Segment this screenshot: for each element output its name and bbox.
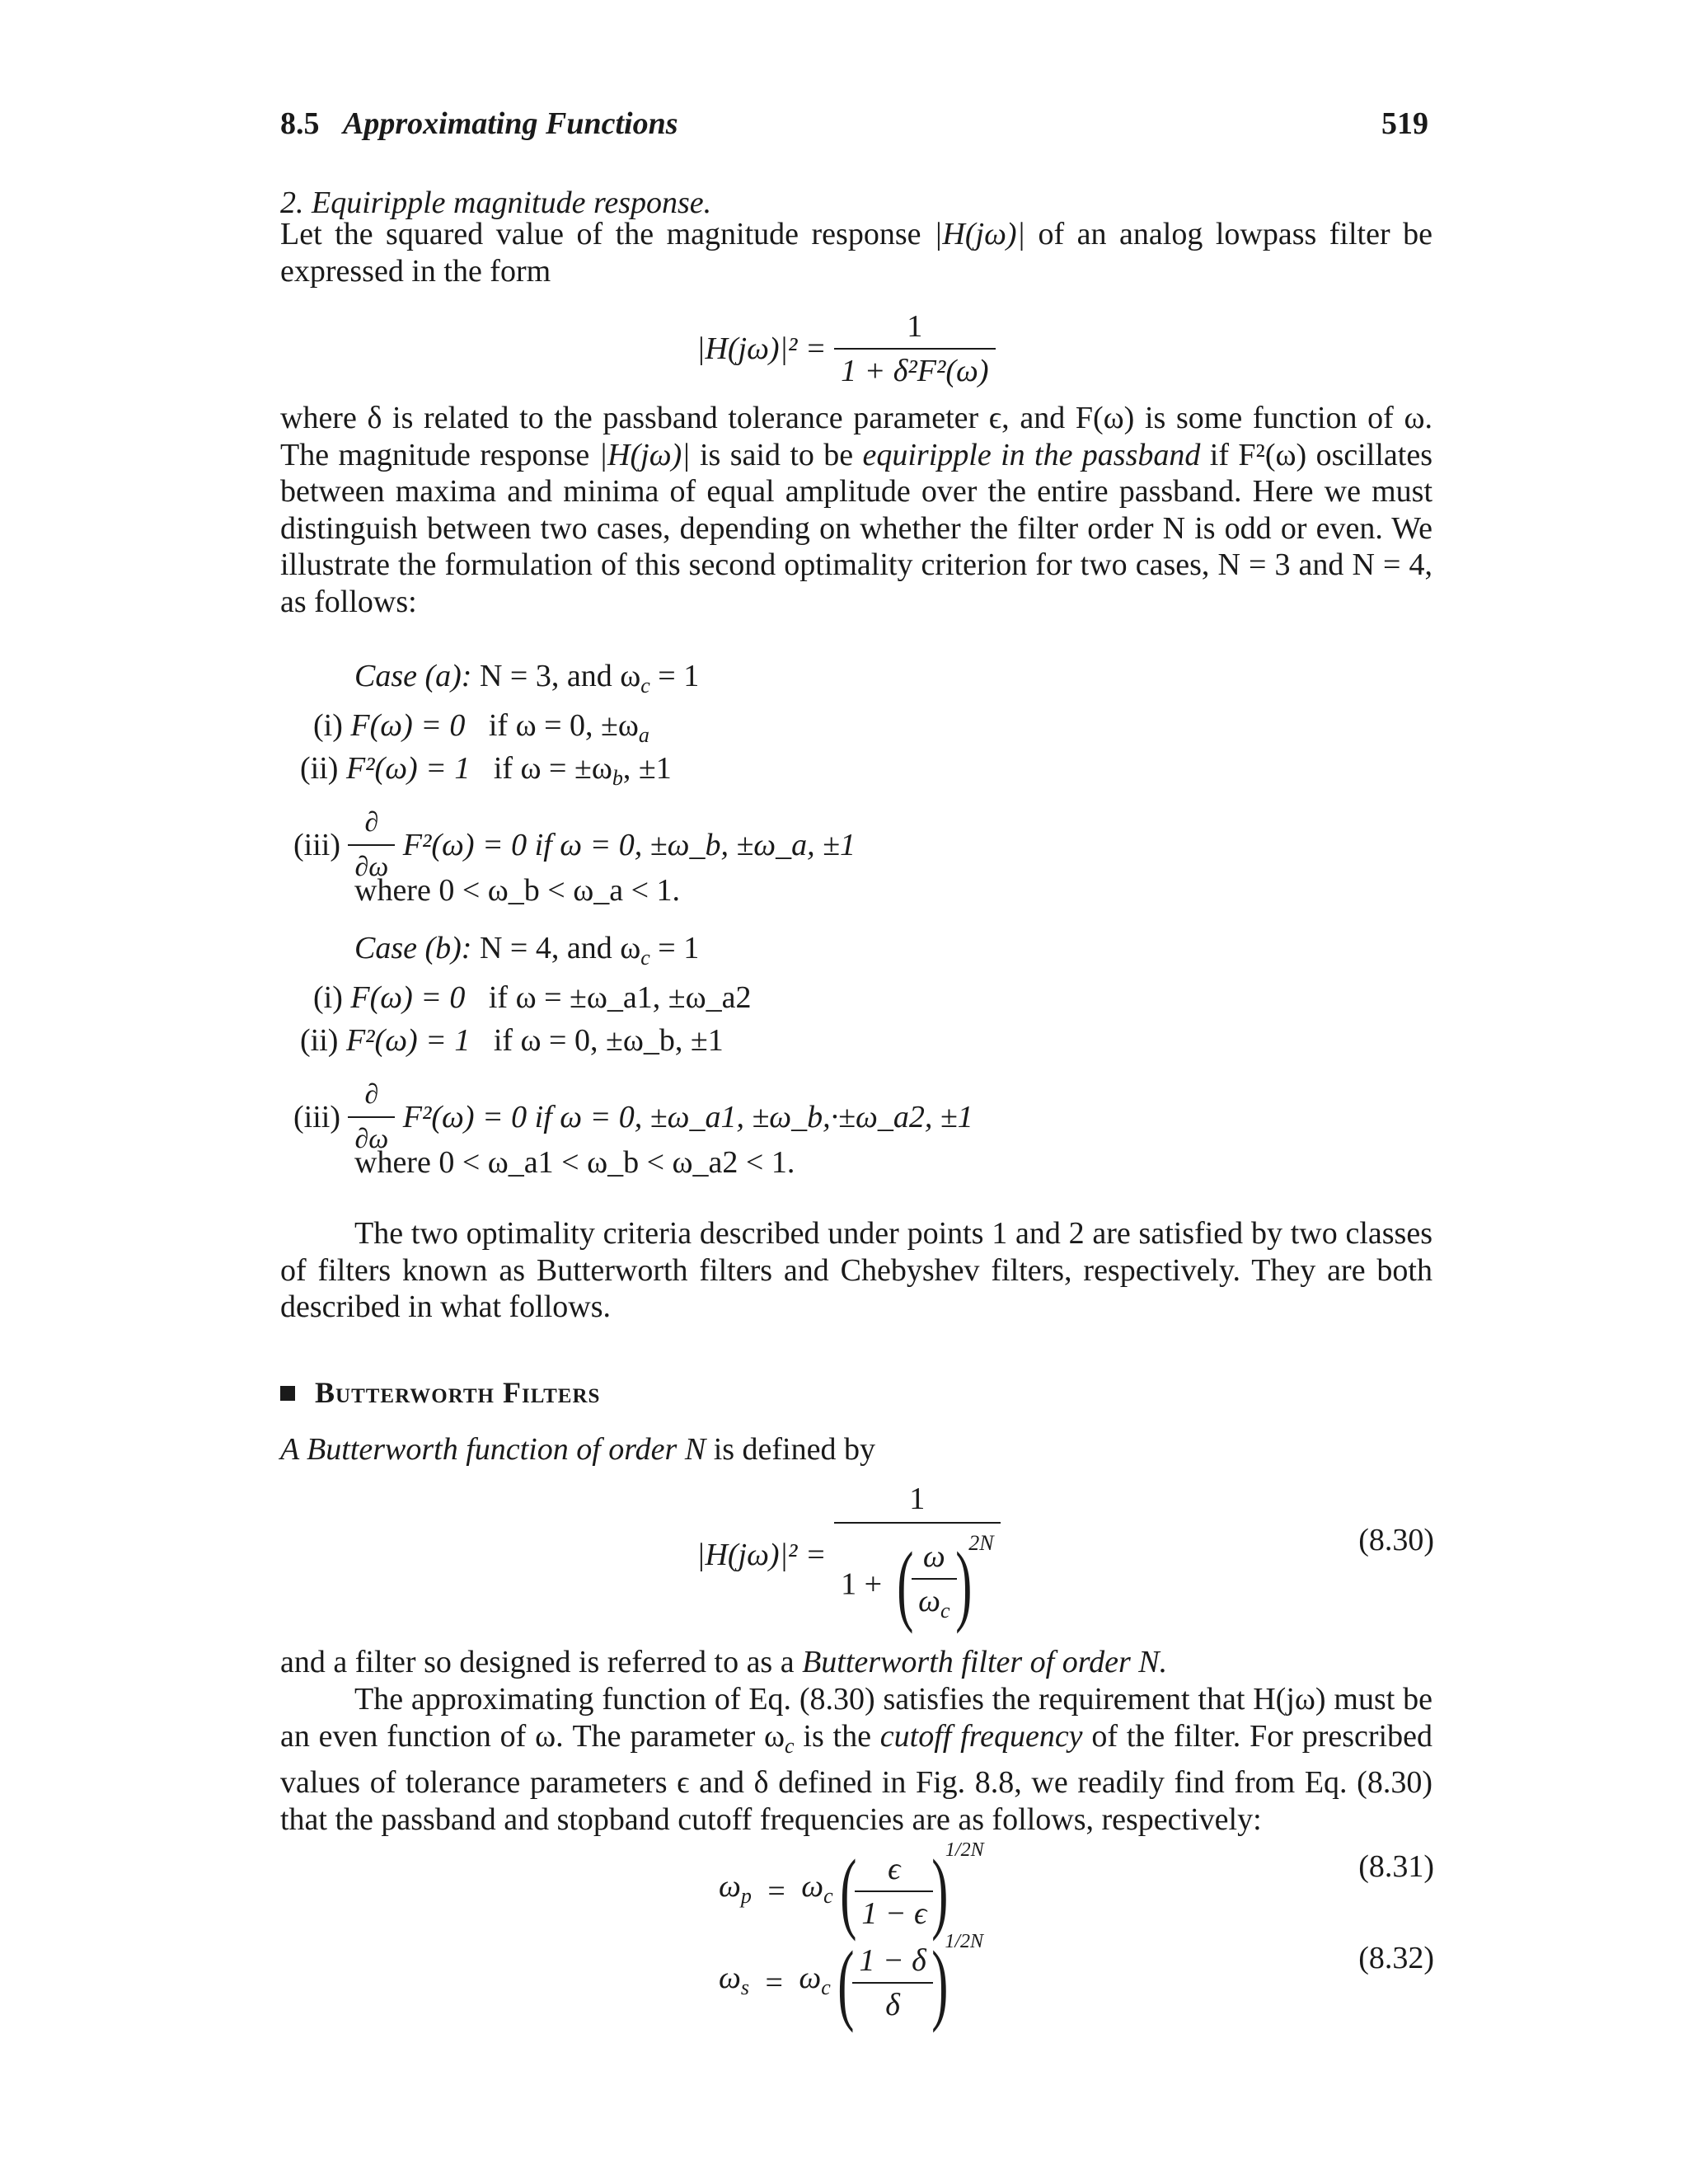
eq-lhs: |H(jω)|² = bbox=[696, 1538, 827, 1573]
equiripple-paragraph bbox=[280, 400, 1432, 620]
partial-den: ∂ω bbox=[354, 1124, 389, 1154]
eq-lhs: |H(jω)|² = bbox=[696, 331, 827, 366]
item-condition: if ω = ±ω_a1, ±ω_a2 bbox=[488, 980, 752, 1015]
intro-text-a: Let the squared value of the magnitude response bbox=[280, 217, 934, 251]
definition-label: A Butterworth function of order N bbox=[280, 1432, 706, 1467]
omega-ratio bbox=[912, 1538, 956, 1629]
case-a-end: = 1 bbox=[649, 659, 700, 693]
item-sub: a bbox=[638, 723, 649, 747]
equation-8-32 bbox=[719, 1923, 984, 2034]
right-paren: ) bbox=[931, 1841, 949, 1942]
para2-text-c: of the filter. For prescribed values of tolerance parameters ϵ and δ defined in Fig. 8.8, we readily find from Eq. (8.30) that the passband and stopband cutoff frequencies are as follows, respectively: bbox=[280, 1718, 1432, 1837]
left-paren: ( bbox=[837, 1933, 855, 2034]
delta-den: δ bbox=[885, 1988, 900, 2023]
case-a-label: Case (a): bbox=[354, 659, 472, 693]
item-number: (ii) bbox=[300, 1023, 339, 1058]
item-lhs: F²(ω) = 1 bbox=[345, 1023, 471, 1058]
item-condition: F²(ω) = 0 if ω = 0, ±ω_b, ±ω_a, ±1 bbox=[402, 828, 856, 862]
case-a-title bbox=[354, 658, 699, 704]
section-number: 8.5 bbox=[280, 106, 320, 141]
para-text-c: if F²(ω) oscillates between maxima and minima of equal amplitude over the entire passband. Here we must distinguish between two cases, depending on whether the filter order N is odd or even. We illustrate the formulation of this second optimality criterion for two cases, N = 3 and N = 4, as follows: bbox=[280, 437, 1432, 619]
para-hjw: |H(jω)| bbox=[598, 437, 691, 472]
page-number: 519 bbox=[1381, 106, 1428, 141]
summary-paragraph: The two optimality criteria described under points 1 and 2 are satisfied by two classes of filters known as Butterworth filters and Chebyshev filters, respectively. They are both described in what follows. bbox=[280, 1216, 1432, 1324]
case-a-where: where 0 < ω_b < ω_a < 1. bbox=[354, 873, 681, 908]
case-a-sub: c bbox=[640, 674, 650, 697]
ratio-num: ω bbox=[912, 1538, 956, 1580]
para-text-b: is said to be bbox=[690, 437, 863, 472]
item-number: (iii) bbox=[293, 828, 340, 862]
eps-fraction bbox=[855, 1851, 933, 1932]
exponent-half-n: 1/2N bbox=[945, 1931, 984, 1952]
intro-text-b: of an analog lowpass filter be expressed in the form bbox=[280, 217, 1432, 289]
ws-sub: s bbox=[740, 1975, 749, 2000]
para2-text-a: The approximating function of Eq. (8.30) satisfies the requirement that H(jω) must be an even function of ω. The parameter ω bbox=[280, 1682, 1432, 1754]
item-condition: if ω = 0, ±ω bbox=[488, 708, 639, 743]
section-heading bbox=[280, 1375, 600, 1410]
equation-8-30 bbox=[696, 1481, 1001, 1635]
item-tail: , ±1 bbox=[622, 751, 672, 786]
intro-hjw: |H(jω)| bbox=[933, 217, 1026, 251]
equation-number-8-32: (8.32) bbox=[1358, 1941, 1434, 1975]
wp-lhs bbox=[719, 1869, 752, 1909]
wp-omega: ω bbox=[719, 1869, 741, 1905]
left-paren: ( bbox=[839, 1841, 857, 1942]
item-condition: F²(ω) = 0 if ω = 0, ±ω_a1, ±ω_b,·±ω_a2, ±1 bbox=[402, 1100, 973, 1134]
delta-num: 1 − δ bbox=[852, 1942, 932, 1984]
equals: = bbox=[765, 1966, 783, 2001]
ws-lhs bbox=[719, 1961, 749, 2000]
right-paren: ) bbox=[954, 1533, 972, 1635]
case-b-rest: N = 4, and ω bbox=[471, 931, 641, 965]
ws-omega: ω bbox=[719, 1961, 741, 1996]
eq-numerator: 1 bbox=[834, 1481, 1000, 1524]
wp-sub: p bbox=[740, 1884, 752, 1909]
omega-c-sub: c bbox=[940, 1599, 950, 1623]
case-b-item-ii bbox=[300, 1022, 724, 1059]
case-a-item-i bbox=[313, 707, 649, 754]
omega-c: ω bbox=[918, 1584, 940, 1619]
para2-text-b: is the bbox=[794, 1718, 880, 1754]
ratio-den bbox=[912, 1580, 956, 1629]
delta-fraction bbox=[852, 1942, 932, 2023]
eq-fraction bbox=[834, 308, 995, 389]
equation-8-31 bbox=[719, 1832, 984, 1942]
eq-fraction bbox=[834, 1481, 1000, 1635]
after-emph: Butterworth filter of order N. bbox=[802, 1645, 1168, 1679]
equiripple-heading: 2. Equiripple magnitude response. bbox=[280, 186, 712, 220]
after-text: and a filter so designed is referred to as a bbox=[280, 1645, 803, 1679]
equation-equiripple bbox=[696, 308, 996, 389]
case-b-where: where 0 < ω_a1 < ω_b < ω_a2 < 1. bbox=[354, 1145, 795, 1180]
item-number: (i) bbox=[313, 708, 343, 743]
eps-num: ϵ bbox=[855, 1851, 933, 1892]
case-b-label: Case (b): bbox=[354, 931, 472, 965]
wc-factor bbox=[799, 1961, 831, 2000]
item-lhs: F(ω) = 0 bbox=[350, 980, 466, 1015]
wc-sub: c bbox=[821, 1975, 831, 2000]
definition-rest: is defined by bbox=[706, 1432, 875, 1467]
left-paren: ( bbox=[896, 1533, 913, 1635]
para-emph: equiripple in the passband bbox=[862, 437, 1201, 472]
eq-denominator bbox=[834, 1524, 1000, 1635]
case-b-title bbox=[354, 930, 699, 976]
item-condition: if ω = 0, ±ω_b, ±1 bbox=[493, 1023, 724, 1058]
eq-numerator: 1 bbox=[834, 308, 995, 350]
case-b-sub: c bbox=[640, 946, 650, 970]
butterworth-definition bbox=[280, 1431, 875, 1468]
equation-number-8-31: (8.31) bbox=[1358, 1849, 1434, 1884]
after-equation-text bbox=[280, 1644, 1167, 1680]
right-paren: ) bbox=[931, 1933, 949, 2034]
eps-den: 1 − ϵ bbox=[861, 1896, 927, 1932]
item-condition: if ω = ±ω bbox=[493, 751, 612, 786]
case-a-item-ii bbox=[300, 750, 672, 796]
equals: = bbox=[767, 1874, 785, 1909]
wc-omega: ω bbox=[801, 1869, 824, 1905]
partial-den: ∂ω bbox=[354, 852, 389, 882]
equiripple-intro bbox=[280, 216, 1432, 289]
section-title: Approximating Functions bbox=[343, 106, 678, 141]
item-lhs: F(ω) = 0 bbox=[350, 708, 466, 743]
denominator-prefix: 1 + bbox=[841, 1566, 883, 1602]
item-number: (iii) bbox=[293, 1100, 340, 1134]
wc-sub: c bbox=[823, 1884, 833, 1909]
para2-sub: c bbox=[785, 1733, 795, 1758]
para2-emph: cutoff frequency bbox=[879, 1718, 1083, 1754]
partial-num: ∂ bbox=[348, 1077, 395, 1118]
partial-num: ∂ bbox=[348, 805, 395, 846]
case-a-rest: N = 3, and ω bbox=[471, 659, 641, 693]
equation-number-8-30: (8.30) bbox=[1358, 1523, 1434, 1557]
item-sub: b bbox=[612, 766, 623, 790]
butterworth-paragraph bbox=[280, 1681, 1432, 1838]
exponent-2n: 2N bbox=[968, 1531, 994, 1555]
exponent-half-n: 1/2N bbox=[945, 1839, 984, 1861]
section-bullet bbox=[280, 1386, 295, 1401]
running-header bbox=[280, 106, 678, 142]
wc-factor bbox=[801, 1869, 833, 1909]
section-heading-text: Butterworth Filters bbox=[315, 1376, 601, 1409]
case-b-end: = 1 bbox=[649, 931, 700, 965]
case-b-item-i bbox=[313, 979, 752, 1016]
item-number: (i) bbox=[313, 980, 343, 1015]
item-number: (ii) bbox=[300, 751, 339, 786]
eq-denominator: 1 + δ²F²(ω) bbox=[841, 354, 989, 388]
item-lhs: F²(ω) = 1 bbox=[345, 751, 471, 786]
para-text-a: where δ is related to the passband tolerance parameter ϵ, and F(ω) is some function of ω. The magnitude response bbox=[280, 401, 1432, 472]
wc-omega: ω bbox=[799, 1961, 822, 1996]
